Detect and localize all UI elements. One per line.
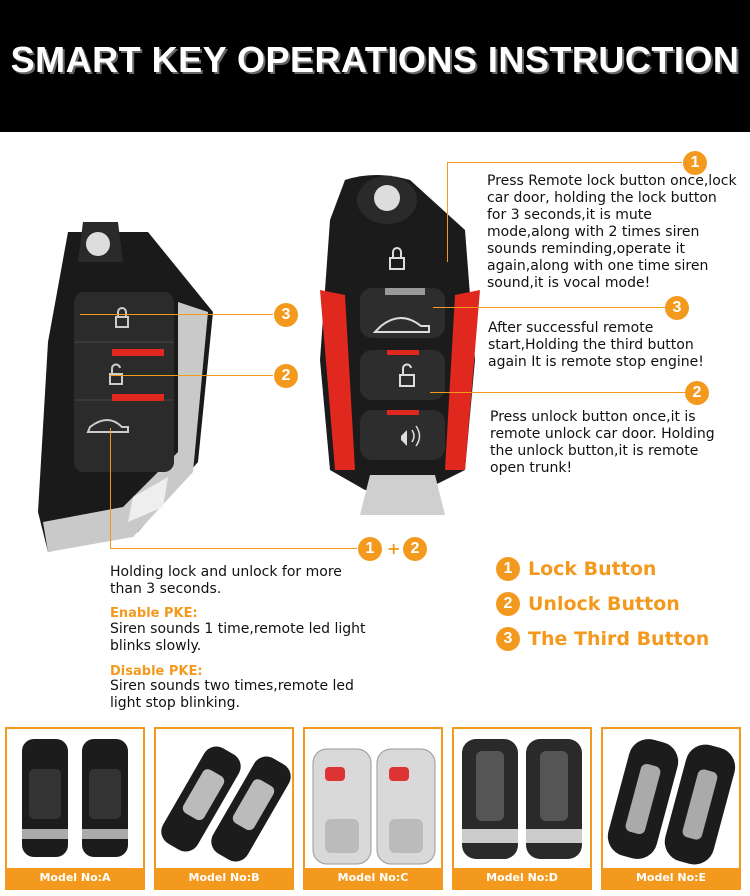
model-b-image: [156, 729, 292, 869]
model-card-b[interactable]: [154, 727, 294, 890]
combo-plus-sign: +: [387, 539, 401, 558]
enable-pke-title: Enable PKE:: [110, 606, 198, 621]
model-a-label: Model No:A: [7, 868, 143, 888]
connector-third-left: [80, 314, 273, 315]
model-card-e[interactable]: [601, 727, 741, 890]
unlock-button-description: Press unlock button once,it is remote unlock car door. Holding the unlock button,it is remote open trunk!: [490, 409, 715, 476]
page-title: SMART KEY OPERATIONS INSTRUCTION: [10, 39, 740, 80]
connector-unlock-right: [430, 392, 685, 393]
knife-key-image: [28, 222, 228, 562]
enable-pke-text: Siren sounds 1 time,remote led light blinks slowly.: [110, 621, 366, 654]
model-e-image: [603, 729, 739, 869]
connector-combo-vertical: [110, 428, 111, 548]
badge-unlock-right: 2: [685, 381, 709, 405]
model-card-d[interactable]: [452, 727, 592, 890]
connector-third-right: [433, 307, 665, 308]
badge-lock-right: 1: [683, 151, 707, 175]
flip-key-image: [315, 170, 485, 530]
connector-lock-horizontal: [447, 162, 682, 163]
lock-button-description: Press Remote lock button once,lock car door, holding the lock button for 3 seconds,it is mute mode,along with 2 times siren sounds reminding,operate it again,along with one time siren sound,it is vocal mode!: [487, 173, 737, 291]
badge-third-right: 3: [665, 296, 689, 320]
badge-combo-lock: 1: [358, 537, 382, 561]
third-button-description: After successful remote start,Holding the third button again It is remote stop engine!: [488, 320, 704, 370]
badge-combo-unlock: 2: [403, 537, 427, 561]
model-card-c[interactable]: [303, 727, 443, 890]
model-a-image: [7, 729, 143, 869]
connector-unlock-left: [110, 375, 273, 376]
legend-unlock: [496, 592, 680, 616]
legend-label-lock: Lock Button: [528, 558, 657, 580]
disable-pke-text: Siren sounds two times,remote led light stop blinking.: [110, 678, 354, 711]
model-d-image: [454, 729, 590, 869]
header-banner: [0, 0, 750, 132]
model-e-label: Model No:E: [603, 868, 739, 888]
legend-badge-3: 3: [496, 627, 520, 651]
model-card-a[interactable]: [5, 727, 145, 890]
connector-combo-horizontal: [110, 548, 357, 549]
badge-unlock-left: 2: [274, 364, 298, 388]
disable-pke-title: Disable PKE:: [110, 664, 203, 679]
model-c-label: Model No:C: [305, 868, 441, 888]
model-b-label: Model No:B: [156, 868, 292, 888]
model-d-label: Model No:D: [454, 868, 590, 888]
legend-badge-1: 1: [496, 557, 520, 581]
legend-lock: [496, 557, 656, 581]
model-c-image: [305, 729, 441, 869]
combo-description: Holding lock and unlock for more than 3 seconds.: [110, 564, 342, 597]
legend-third: [496, 627, 709, 651]
badge-third-left: 3: [274, 303, 298, 327]
legend-badge-2: 2: [496, 592, 520, 616]
legend-label-third: The Third Button: [528, 628, 710, 650]
connector-lock-vertical: [447, 162, 448, 262]
legend-label-unlock: Unlock Button: [528, 593, 680, 615]
